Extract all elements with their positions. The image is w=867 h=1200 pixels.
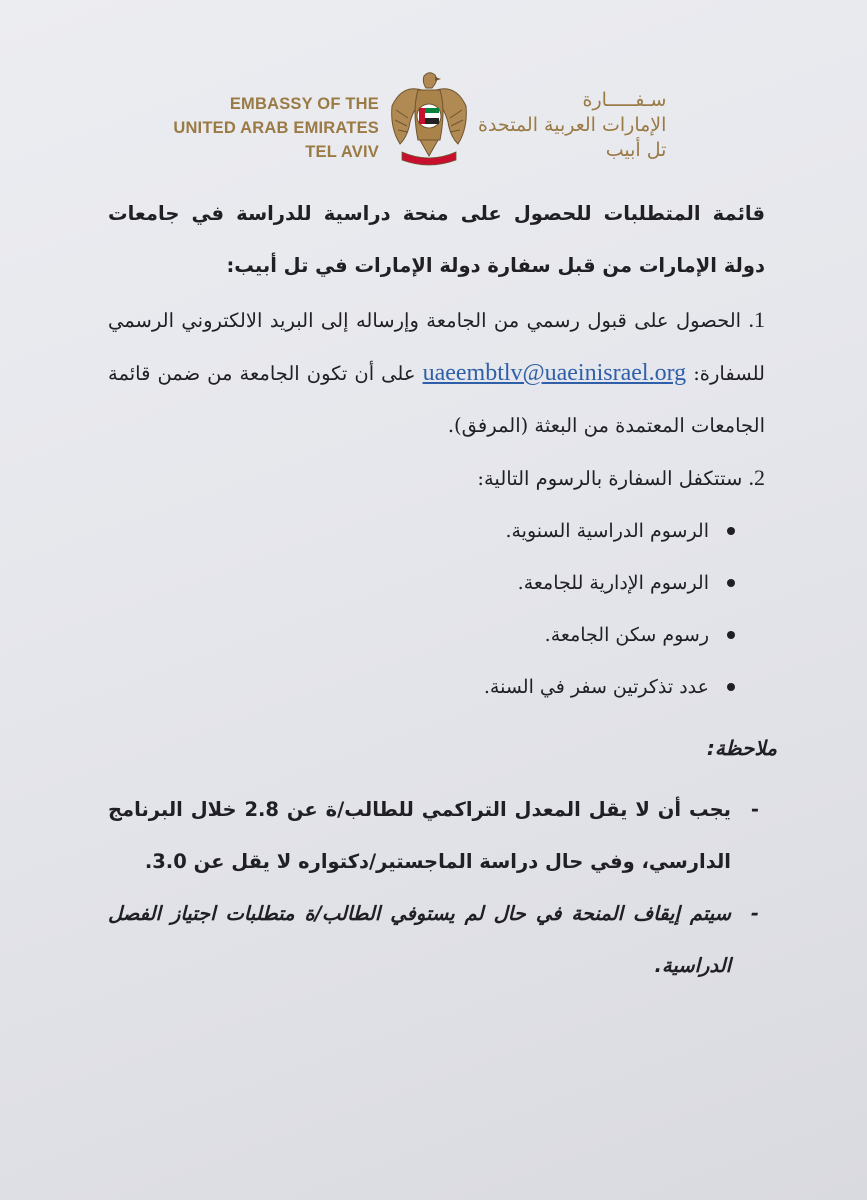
note-text: سيتم إيقاف المنحة في حال لم يستوفي الطالب/ة متطلبات اجتياز الفصل الدراسية. xyxy=(108,902,731,977)
note-text: يجب أن لا يقل المعدل التراكمي للطالب/ة عن 2.8 خلال البرنامج الدارسي، وفي حال دراسة الماجستير/دكتواره لا يقل عن 3.0. xyxy=(108,798,731,873)
notes-list xyxy=(108,784,765,992)
fee-item xyxy=(108,661,735,713)
requirement-text-continued: على أن تكون الجامعة من ضمن قائمة الجامعات المعتمدة من البعثة (المرفق). xyxy=(108,362,765,437)
requirement-number: 1. xyxy=(748,307,766,332)
fee-text: الرسوم الدراسية السنوية. xyxy=(505,520,709,542)
fee-item xyxy=(108,609,735,661)
fee-item xyxy=(108,505,735,557)
letterhead-arabic xyxy=(478,88,666,163)
document-heading: قائمة المتطلبات للحصول على منحة دراسية للدراسة في جامعات دولة الإمارات من قبل سفارة دولة الإمارات في تل أبيب: xyxy=(108,202,765,277)
requirement-item xyxy=(108,452,765,713)
letterhead-arabic-line: الإمارات العربية المتحدة xyxy=(478,114,667,136)
letterhead-english-line: EMBASSY OF THE xyxy=(229,95,379,113)
letterhead-english-line: UNITED ARAB EMIRATES xyxy=(173,119,379,137)
dash-marker: - xyxy=(750,798,759,821)
fee-item xyxy=(108,557,735,609)
letterhead-english xyxy=(173,92,379,164)
fee-text: رسوم سكن الجامعة. xyxy=(544,624,709,646)
letterhead-arabic-line: تل أبيب xyxy=(605,139,667,161)
fee-text: عدد تذكرتين سفر في السنة. xyxy=(483,676,709,698)
letterhead-english-line: TEL AVIV xyxy=(305,143,379,161)
bullet-icon xyxy=(727,527,735,535)
dash-marker: - xyxy=(750,902,759,925)
fee-text: الرسوم الإدارية للجامعة. xyxy=(517,572,709,594)
bullet-icon xyxy=(727,631,735,639)
document-body xyxy=(108,188,765,713)
note-title: ملاحظة: xyxy=(706,736,777,760)
embassy-email-link[interactable]: uaeembtlv@uaeinisrael.org xyxy=(422,360,687,386)
note-item xyxy=(108,888,765,992)
uae-falcon-emblem-icon xyxy=(388,70,470,170)
requirement-text: ستتكفل السفارة بالرسوم التالية: xyxy=(477,467,743,490)
bullet-icon xyxy=(727,579,735,587)
letterhead xyxy=(0,70,867,180)
requirement-item xyxy=(108,294,765,452)
letterhead-arabic-line: سـفـــــارة xyxy=(582,89,667,111)
bullet-icon xyxy=(727,683,735,691)
requirements-list xyxy=(108,294,765,713)
requirement-text: الحصول على قبول رسمي من الجامعة وإرساله إلى البريد الالكتروني الرسمي للسفارة: xyxy=(108,309,765,385)
requirement-number: 2. xyxy=(748,465,765,490)
note-item xyxy=(108,784,765,888)
fees-list xyxy=(108,505,765,713)
